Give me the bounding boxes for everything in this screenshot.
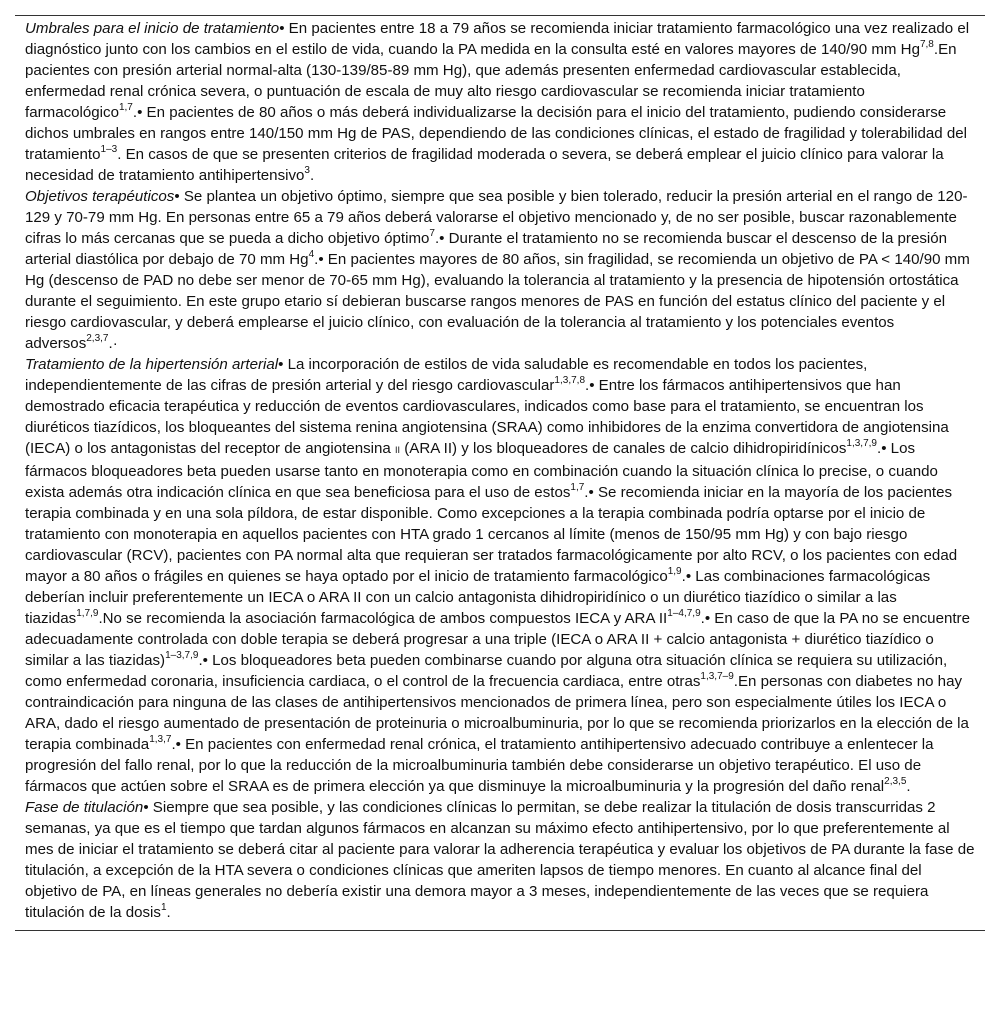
section-objetivos: [25, 186, 975, 354]
section-title: Objetivos terapéuticos: [25, 188, 175, 205]
citation-superscript: 1,3,7–9: [700, 670, 734, 682]
body-text: .En personas con diabetes no hay contraindicación para ninguna de las clases de antihipertensivos mencionados de primera línea, pero son especialmente útiles los IECA o ARA, dado el riesgo aumentado de presentación de proteinuria o microalbuminuria, por lo que se recomienda priorizarlos en la elección de la terapia combinada: [25, 673, 969, 753]
body-text: • Se plantea un objetivo óptimo, siempre que sea posible y bien tolerado, reducir la presión arterial en el rango de 120-129 y 70-79 mm Hg. En personas entre 65 a 79 años deberá valorarse el objetivo mencionado y, de no ser posible, buscar razonablemente cifras lo más cercanas que se pueda a dicho objetivo óptimo: [25, 188, 968, 247]
section-titulacion: [25, 797, 975, 923]
citation-superscript: 1–3,7,9: [165, 649, 199, 661]
body-text: • En pacientes entre 18 a 79 años se recomienda iniciar tratamiento farmacológico una vez realizado el diagnóstico junto con los cambios en el estilo de vida, cuando la PA medida en la consulta esté en valores mayores de 140/90 mm Hg: [25, 20, 970, 58]
body-text: .• En pacientes con enfermedad renal crónica, el tratamiento antihipertensivo adecuado contribuye a enlentecer la progresión del fallo renal, por lo que la reducción de la microalbuminuria también debe considerarse un objetivo terapéutico. El uso de fármacos que actúen sobre el SRAA es de primera elección ya que disminuye la microalbuminuria y la progresión del daño renal: [25, 736, 934, 795]
citation-superscript: 1: [160, 901, 167, 913]
body-text: .• Durante el tratamiento no se recomienda buscar el descenso de la presión arterial diastólica por debajo de 70 mm Hg: [25, 230, 948, 268]
citation-superscript: 1–3: [100, 143, 118, 155]
body-text: .• Los fármacos bloqueadores beta pueden usarse tanto en monoterapia como en combinación cuando la situación clínica lo precise, o cuando exista además otra indicación clínica en que sea beneficiosa para el uso de estos: [25, 440, 938, 501]
citation-superscript: 3: [304, 164, 310, 176]
body-text: .• Las combinaciones farmacológicas deberían incluir preferentemente un IECA o ARA II con un calcio antagonista dihidropiridínico o un diurético tiazídico o similar a las tiazidas: [25, 568, 931, 627]
body-text: .No se recomienda la asociación farmacológica de ambos compuestos IECA y ARA II: [98, 610, 668, 627]
recommendations-table: [15, 15, 985, 931]
body-text: .• En pacientes mayores de 80 años, sin fragilidad, se recomienda un objetivo de PA < 140/90 mm Hg (descenso de PAD no debe ser menor de 70-65 mm Hg), evaluando la tolerancia al tratamiento y la presencia de hipotensión ortostática durante el seguimiento. En este grupo etario sí debieran buscarse rangos menores de PAS en función del estatus clínico del paciente y el riesgo cardiovascular, y deberá emplearse el juicio clínico, con evaluación de la tolerancia al tratamiento y los potenciales eventos adversos: [25, 251, 970, 352]
citation-superscript: 7,8: [919, 38, 934, 50]
citation-superscript: 4: [308, 248, 315, 260]
body-text: .En pacientes con presión arterial normal-alta (130-139/85-89 mm Hg), que además presenten enfermedad cardiovascular establecida, enfermedad renal crónica severa, o puntuación de escala de muy alto riesgo cardiovascular se recomienda iniciar tratamiento farmacológico: [25, 41, 957, 121]
citation-superscript: 1,3,7: [149, 733, 172, 745]
citation-superscript: 1,9: [667, 565, 682, 577]
citation-superscript: 1,7: [118, 101, 133, 113]
body-text: . En casos de que se presenten criterios de fragilidad moderada o severa, se deberá emplear el juicio clínico para valorar la necesidad de tratamiento antihipertensivo: [25, 146, 944, 184]
body-text: .: [166, 904, 171, 921]
section-title: Umbrales para el inicio de tratamiento: [25, 20, 280, 37]
citation-superscript: 2,3,7: [86, 332, 109, 344]
section-title: Tratamiento de la hipertensión arterial: [25, 356, 279, 373]
section-body: [25, 20, 969, 184]
body-text: • Siempre que sea posible, y las condiciones clínicas lo permitan, se debe realizar la titulación de dosis transcurridas 2 semanas, ya que es el tiempo que tardan algunos fármacos en alcanzan su máximo efecto antihipertensivo, por lo que preferentemente al mes de iniciar el tratamiento se deberá citar al paciente para valorar la adherencia terapéutica y evaluar los objetivos de PA durante la fase de titulación, a excepción de la HTA severa o condiciones clínicas que ameriten lapsos de tiempo menores. En cuanto al alcance final del objetivo de PA, en líneas generales no debería existir una demora mayor a 3 meses, independientemente de las veces que se requiera titulación de la dosis: [25, 799, 975, 921]
body-text: .: [309, 167, 315, 184]
section-tratamiento: [25, 354, 975, 797]
body-text: .·: [108, 335, 118, 352]
citation-superscript: 1,7: [570, 481, 585, 493]
body-text: .• Se recomienda iniciar en la mayoría de los pacientes terapia combinada y en una sola píldora, de estar disponible. Como excepciones a la terapia combinada podría optarse por el inicio de tratamiento con monoterapia en aquellos pacientes con HTA grado 1 cercanos al límite (menos de 150/95 mm Hg) y con bajo riesgo cardiovascular (RCV), pacientes con PA normal alta que requieran ser tratados farmacológicamente por alto RCV, o los pacientes con edad mayor a 80 años o frágiles en quienes se haya optado por el inicio de tratamiento farmacológico: [25, 484, 958, 585]
citation-superscript: 1,7,9: [76, 607, 99, 619]
body-text: .: [906, 778, 911, 795]
section-body: [25, 356, 970, 795]
body-text: .• Los bloqueadores beta pueden combinarse cuando por alguna otra situación clínica se requiera su utilización, como enfermedad coronaria, insuficiencia cardiaca, o el control de la frecuencia cardiaca, entre otras: [25, 652, 948, 690]
citation-superscript: 1,3,7,8: [554, 374, 586, 386]
roman-numeral-small: II: [395, 445, 401, 455]
citation-superscript: 1–4,7,9: [667, 607, 701, 619]
body-text: .• Entre los fármacos antihipertensivos que han demostrado eficacia terapéutica y reducción de eventos cardiovasculares, indicados como base para el tratamiento, se encuentran los diuréticos tiazídicos, los bloqueantes del sistema renina angiotensina (SRAA) como inhibidores de la enzima convertidora de angiotensina (IECA) o los antagonistas del receptor de angiotensina: [25, 377, 949, 457]
citation-superscript: 2,3,5: [884, 775, 907, 787]
section-title: Fase de titulación: [25, 799, 144, 816]
citation-superscript: 1,3,7,9: [846, 437, 877, 449]
body-text: (ARA II) y los bloqueadores de canales de calcio dihidropiridínicos: [400, 440, 847, 457]
section-body: [25, 188, 970, 352]
body-text: .• En caso de que la PA no se encuentre adecuadamente controlada con doble terapia se deberá progresar a una triple (IECA o ARA II + calcio antagonista + diurético tiazídico o similar a las tiazidas): [25, 610, 970, 669]
body-text: • La incorporación de estilos de vida saludable es recomendable en todos los pacientes, independientemente de las cifras de presión arterial y del riesgo cardiovascular: [25, 356, 868, 394]
section-body: [25, 799, 975, 921]
body-text: .• En pacientes de 80 años o más deberá individualizarse la decisión para el inicio del tratamiento, pudiendo considerarse dichos umbrales en rangos entre 140/150 mm Hg de PAS, dependiendo de las condiciones clínicas, el estado de fragilidad y tolerabilidad del tratamiento: [25, 104, 967, 163]
citation-superscript: 7: [429, 227, 435, 239]
section-umbrales: [25, 18, 975, 186]
